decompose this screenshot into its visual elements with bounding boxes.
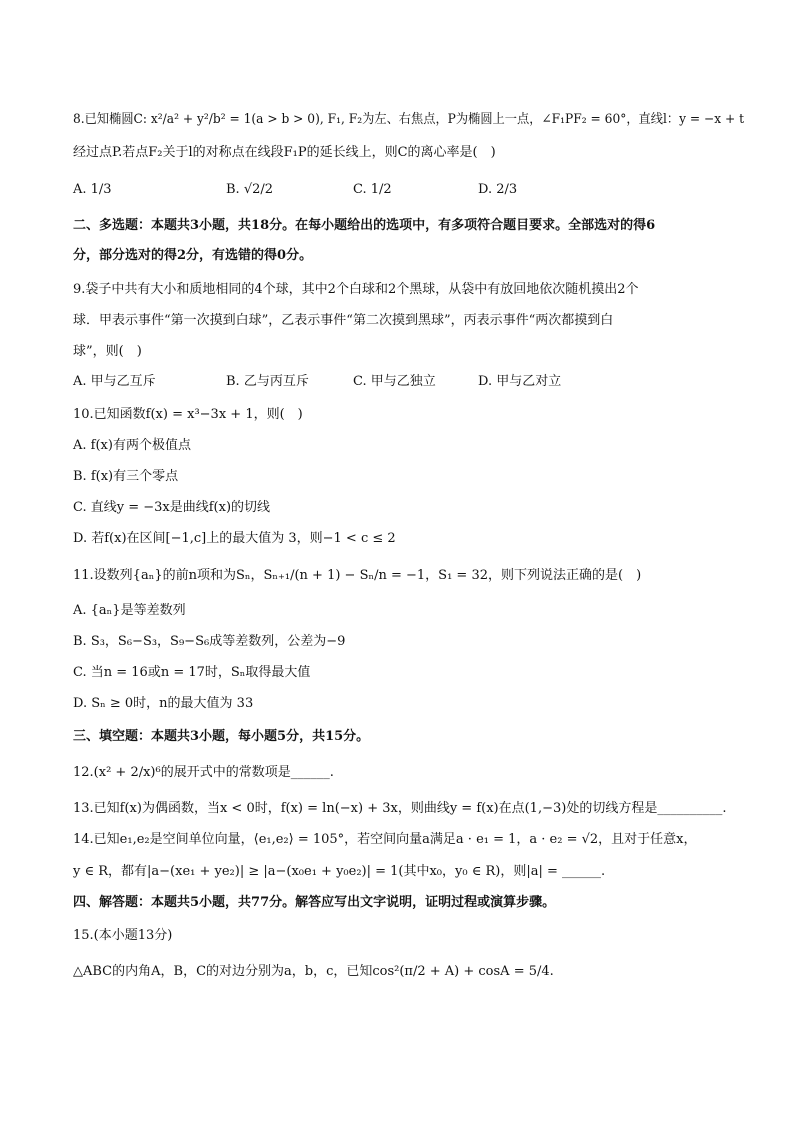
q10-stem: 10.已知函数f(x) = x³−3x + 1，则( ) — [73, 407, 303, 422]
q11-option-c: C. 当n = 16或n = 17时，Sₙ取得最大值 — [73, 665, 311, 680]
q15-text: △ABC的内角A，B，C的对边分别为a，b，c，已知cos²(π/2 + A) + cosA = 5/4. — [73, 964, 554, 979]
q9-line-3: 球”，则( ) — [73, 344, 142, 359]
section-2-line-1: 二、多选题：本题共3小题，共18分。在每小题给出的选项中，有多项符合题目要求。全部选对的得6 — [73, 218, 656, 233]
q9-line-2: 球．甲表示事件“第一次摸到白球”，乙表示事件“第二次摸到黑球”，丙表示事件“两次都摸到白 — [73, 313, 614, 328]
q9-line-1: 9.袋子中共有大小和质地相同的4个球，其中2个白球和2个黑球，从袋中有放回地依次随机摸出2个 — [73, 282, 639, 297]
q9-option-d: D. 甲与乙对立 — [478, 374, 562, 389]
q8-line-2: 经过点P.若点F₂关于l的对称点在线段F₁P的延长线上，则C的离心率是( ) — [73, 145, 496, 160]
q11-option-d: D. Sₙ ≥ 0时，n的最大值为 33 — [73, 696, 254, 711]
q8-option-a: A. 1/3 — [73, 182, 112, 197]
q14-line-2: y ∈ R，都有|a−(xe₁ + ye₂)| ≥ |a−(x₀e₁ + y₀e₂)| = 1(其中x₀，y₀ ∈ R)，则|a| = ______. — [73, 864, 606, 879]
q12-text: 12.(x² + 2/x)⁶的展开式中的常数项是______. — [73, 765, 334, 780]
q10-option-c: C. 直线y = −3x是曲线f(x)的切线 — [73, 500, 271, 515]
q14-line-1: 14.已知e₁,e₂是空间单位向量，⟨e₁,e₂⟩ = 105°，若空间向量a满足a · e₁ = 1，a · e₂ = √2，且对于任意x， — [73, 832, 697, 847]
q9-option-a: A. 甲与乙互斥 — [73, 374, 156, 389]
q9-options — [73, 372, 733, 392]
section-4-header: 四、解答题：本题共5小题，共77分。解答应写出文字说明，证明过程或演算步骤。 — [73, 895, 556, 910]
section-2-line-2: 分，部分选对的得2分，有选错的得0分。 — [73, 248, 313, 263]
q13-text: 13.已知f(x)为偶函数，当x < 0时，f(x) = ln(−x) + 3x，则曲线y = f(x)在点(1,−3)处的切线方程是__________. — [73, 801, 727, 816]
q8-option-c: C. 1/2 — [353, 182, 392, 197]
q8-option-d: D. 2/3 — [478, 182, 518, 197]
q11-option-b: B. S₃，S₆−S₃，S₉−S₆成等差数列，公差为−9 — [73, 634, 346, 649]
q11-option-a: A. {aₙ}是等差数列 — [73, 603, 186, 618]
q15-header: 15.(本小题13分) — [73, 928, 173, 943]
q10-option-b: B. f(x)有三个零点 — [73, 469, 179, 484]
q11-stem: 11.设数列{aₙ}的前n项和为Sₙ，Sₙ₊₁/(n + 1) − Sₙ/n = −1，S₁ = 32，则下列说法正确的是( ) — [73, 568, 642, 583]
section-3-header: 三、填空题：本题共3小题，每小题5分，共15分。 — [73, 729, 370, 744]
q8-line-1: 8.已知椭圆C: x²/a² + y²/b² = 1(a > b > 0), F₁, F₂为左、右焦点，P为椭圆上一点，∠F₁PF₂ = 60°，直线l：y = −x + t — [73, 112, 745, 127]
q9-option-b: B. 乙与丙互斥 — [226, 374, 309, 389]
q9-option-c: C. 甲与乙独立 — [353, 374, 436, 389]
q8-option-b: B. √2/2 — [226, 182, 274, 197]
q10-option-d: D. 若f(x)在区间[−1,c]上的最大值为 3，则−1 < c ≤ 2 — [73, 531, 396, 546]
q8-options — [73, 180, 733, 200]
q10-option-a: A. f(x)有两个极值点 — [73, 438, 191, 453]
